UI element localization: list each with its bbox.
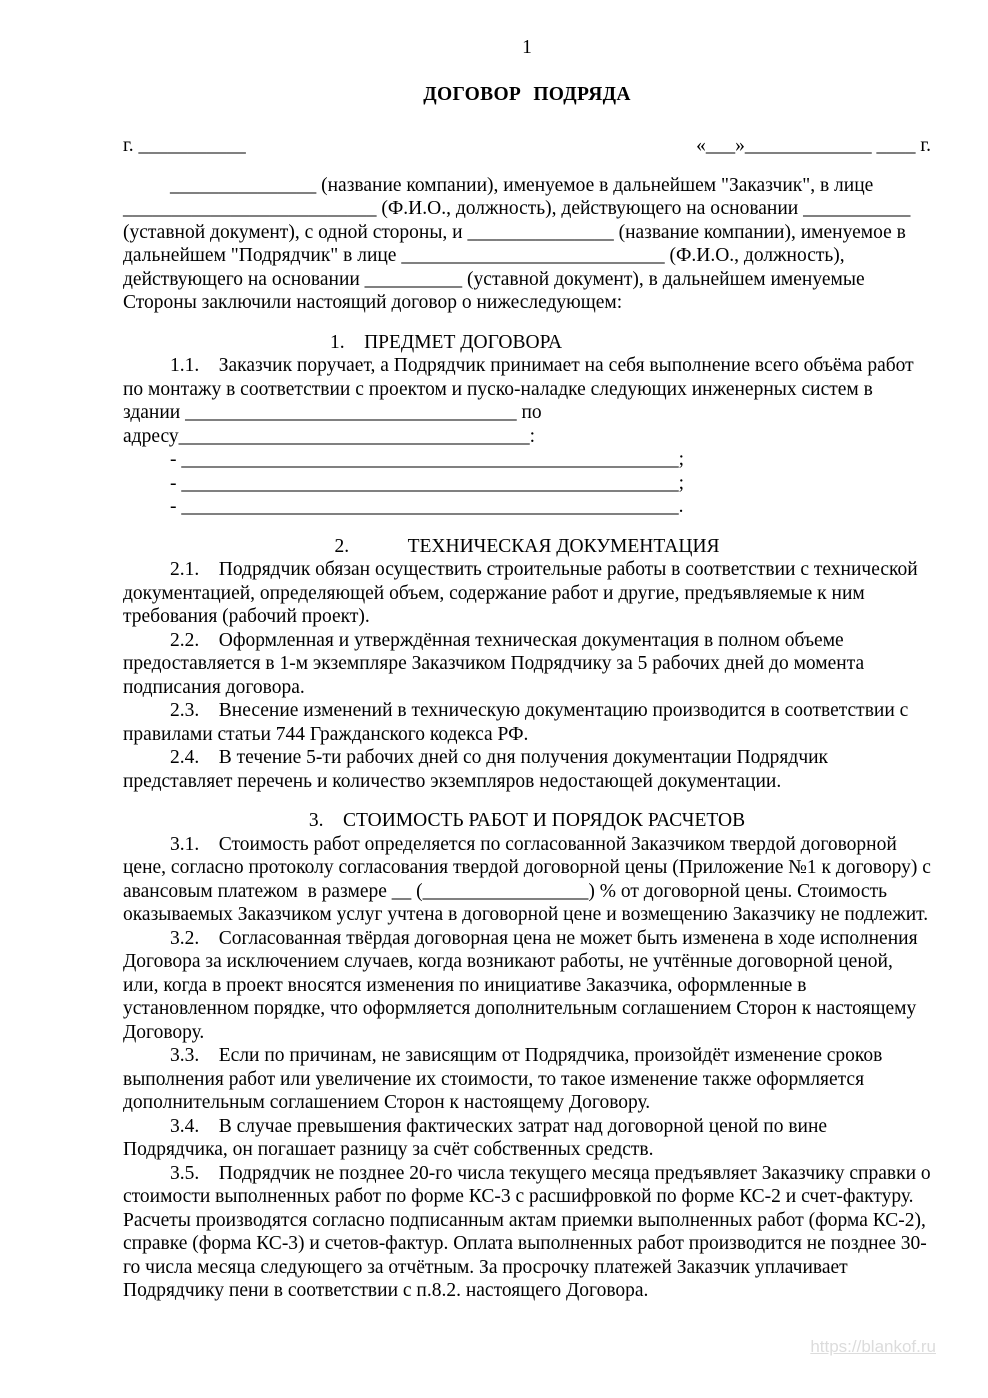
place-blank-line: г. ___________: [123, 135, 246, 156]
clause-3-4: 3.4. В случае превышения фактических затрат над договорной ценой по вине Подрядчика, он погашает разницу за счёт собственных средств.: [123, 1115, 828, 1160]
preamble-parties-paragraph: _______________ (название компании), именуемое в дальнейшем "Заказчик", в лице __________________________ (Ф.И.О., должность), действующего на основании ___________ (уставной документ), с одной стороны, и _______________ (название компании), именуемое в дальнейшем "Подрядчик" в лице ___________________________ (Ф.И.О., должность), действующего на основании __________ (уставной документ), в дальнейшем именуемые Стороны заключили настоящий договор о нижеследующем:: [123, 174, 911, 313]
section-1-heading: 1. ПРЕДМЕТ ДОГОВОРА: [329, 331, 563, 353]
list-item-blank-3: - ___________________________________________________.: [170, 496, 684, 517]
document-title: ДОГОВОР ПОДРЯДА: [423, 83, 631, 105]
clause-2-3: 2.3. Внесение изменений в техническую документацию производится в соответствии с правилами статьи 744 Гражданского кодекса РФ.: [123, 700, 909, 745]
section-subject-of-contract: [123, 331, 931, 519]
section-technical-documentation: [123, 535, 931, 794]
section-2-heading: 2. ТЕХНИЧЕСКАЯ ДОКУМЕНТАЦИЯ: [334, 535, 720, 557]
section-3-heading: 3. СТОИМОСТЬ РАБОТ И ПОРЯДОК РАСЧЕТОВ: [308, 810, 746, 831]
watermark-source-link[interactable]: https://blankof.ru: [810, 1336, 936, 1356]
clause-3-5: 3.5. Подрядчик не позднее 20-го числа текущего месяца предъявляет Заказчику справки о стоимости выполненных работ по форме КС-3 с расшифровкой по форме КС-2 и счет-фактуру. Расчеты производятся согласно подписанным актам приемки выполненных работ (форма КС-2), справке (форма КС-3) и счетов-фактур. Оплата выполненных работ производится не позднее 30-го числа месяца следующего за отчётным. За просрочку платежей Заказчик уплачивает Подрядчику пени в соответствии с п.8.2. настоящего Договора.: [123, 1162, 931, 1301]
clause-1-1: 1.1. Заказчик поручает, а Подрядчик принимает на себя выполнение всего объёма работ по монтажу в соответствии с проектом и пуско-наладке следующих инженерных систем в здании __________________________________ по адресу____________________________________:: [123, 355, 914, 447]
place-date-row: [123, 134, 931, 158]
clause-3-3: 3.3. Если по причинам, не зависящим от Подрядчика, произойдёт изменение сроков выполнения работ или увеличение их стоимости, то такое изменение также оформляется дополнительным соглашением Сторон к настоящему Договору.: [123, 1045, 883, 1113]
list-item-blank-1: - ___________________________________________________;: [170, 449, 685, 470]
clause-2-4: 2.4. В течение 5-ти рабочих дней со дня получения документации Подрядчик представляет перечень и количество экземпляров недостающей документации.: [123, 747, 829, 792]
clause-2-2: 2.2. Оформленная и утверждённая техническая документация в полном объеме предоставляется в 1-м экземпляре Заказчиком Подрядчику за 5 рабочих дней до момента подписания договора.: [123, 629, 865, 698]
engineering-systems-list: [170, 448, 931, 519]
clause-3-2: 3.2. Согласованная твёрдая договорная цена не может быть изменена в ходе исполнения Договора за исключением случаев, когда возникают работы, не учтённые договорной ценой, или, когда в проект вносятся изменения по инициативе Заказчика, оформленные в установленном порядке, что оформляется дополнительным соглашением Сторон к настоящему Договору.: [123, 927, 918, 1043]
clause-2-1: 2.1. Подрядчик обязан осуществить строительные работы в соответствии с технической документацией, определяющей объем, содержание работ и другие, предъявляемые к ним требования (рабочий проект).: [123, 559, 918, 627]
page-number: 1: [522, 37, 532, 58]
list-item-blank-2: - ___________________________________________________;: [170, 472, 685, 494]
clause-3-1: 3.1. Стоимость работ определяется по согласованной Заказчиком твердой договорной цене, согласно протоколу согласования твердой договорной цены (Приложение №1 к договору) с авансовым платежом в размере __ (_________________) % от договорной цены. Стоимость оказываемых Заказчиком услуг учтена в договорной цене и возмещению Заказчику не подлежит.: [123, 833, 931, 925]
date-blank-line: «___»_____________ ____ г.: [696, 135, 931, 156]
section-cost-and-payments: [123, 809, 931, 1303]
